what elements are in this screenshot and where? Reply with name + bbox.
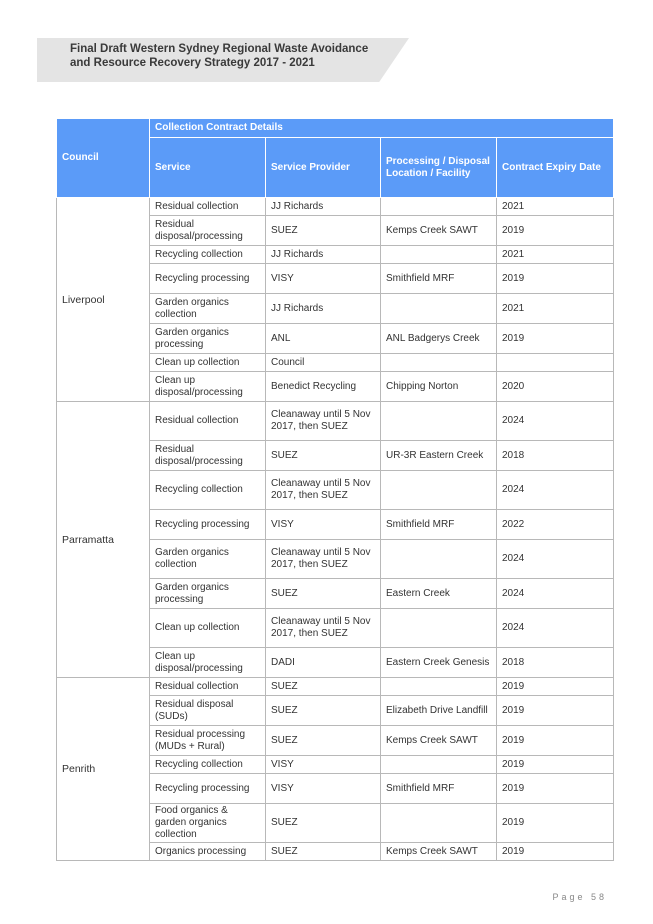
contract-expiry-cell: 2019 xyxy=(497,678,614,696)
service-cell: Recycling processing xyxy=(150,774,266,804)
service-provider-cell: SUEZ xyxy=(266,843,381,861)
contract-expiry-cell: 2024 xyxy=(497,540,614,579)
service-provider-cell: DADI xyxy=(266,648,381,678)
service-cell: Recycling collection xyxy=(150,246,266,264)
document-title: Final Draft Western Sydney Regional Waste Avoidance and Resource Recovery Strategy 2017 - 2021 xyxy=(70,43,369,69)
service-cell: Garden organics processing xyxy=(150,324,266,354)
service-provider-cell: VISY xyxy=(266,756,381,774)
service-provider-cell: ANL xyxy=(266,324,381,354)
processing-location-cell: Eastern Creek xyxy=(381,579,497,609)
processing-location-cell xyxy=(381,804,497,843)
contract-expiry-cell: 2018 xyxy=(497,441,614,471)
service-provider-cell: SUEZ xyxy=(266,579,381,609)
collection-contract-details-header: Collection Contract Details xyxy=(150,119,614,138)
service-provider-cell: SUEZ xyxy=(266,441,381,471)
processing-location-header: Processing / Disposal Location / Facility xyxy=(381,138,497,198)
service-header: Service xyxy=(150,138,266,198)
service-cell: Residual collection xyxy=(150,402,266,441)
service-provider-cell: SUEZ xyxy=(266,696,381,726)
service-provider-cell: SUEZ xyxy=(266,726,381,756)
service-cell: Residual collection xyxy=(150,678,266,696)
service-cell: Residual collection xyxy=(150,198,266,216)
service-provider-cell: VISY xyxy=(266,264,381,294)
processing-location-cell xyxy=(381,678,497,696)
contract-expiry-cell: 2019 xyxy=(497,216,614,246)
service-cell: Residual disposal/processing xyxy=(150,441,266,471)
service-provider-cell: Cleanaway until 5 Nov 2017, then SUEZ xyxy=(266,402,381,441)
service-provider-cell: Cleanaway until 5 Nov 2017, then SUEZ xyxy=(266,609,381,648)
contract-expiry-cell: 2019 xyxy=(497,774,614,804)
service-cell: Residual processing (MUDs + Rural) xyxy=(150,726,266,756)
processing-location-cell xyxy=(381,294,497,324)
council-cell: Penrith xyxy=(57,678,150,861)
contract-expiry-cell: 2024 xyxy=(497,471,614,510)
service-cell: Residual disposal/processing xyxy=(150,216,266,246)
processing-location-cell xyxy=(381,246,497,264)
processing-location-cell: Chipping Norton xyxy=(381,372,497,402)
service-provider-header: Service Provider xyxy=(266,138,381,198)
service-cell: Clean up collection xyxy=(150,354,266,372)
service-provider-cell: Cleanaway until 5 Nov 2017, then SUEZ xyxy=(266,471,381,510)
contract-expiry-cell: 2019 xyxy=(497,264,614,294)
council-cell: Liverpool xyxy=(57,198,150,402)
service-cell: Recycling processing xyxy=(150,510,266,540)
page-number: Page 58 xyxy=(552,892,607,902)
service-provider-cell: JJ Richards xyxy=(266,294,381,324)
service-provider-cell: JJ Richards xyxy=(266,198,381,216)
table-row xyxy=(57,402,614,441)
processing-location-cell: Smithfield MRF xyxy=(381,774,497,804)
processing-location-cell xyxy=(381,471,497,510)
contract-expiry-cell: 2019 xyxy=(497,696,614,726)
service-cell: Recycling processing xyxy=(150,264,266,294)
service-cell: Organics processing xyxy=(150,843,266,861)
processing-location-cell xyxy=(381,540,497,579)
service-cell: Clean up collection xyxy=(150,609,266,648)
service-provider-cell: Council xyxy=(266,354,381,372)
service-cell: Clean up disposal/processing xyxy=(150,648,266,678)
processing-location-cell xyxy=(381,198,497,216)
service-cell: Residual disposal (SUDs) xyxy=(150,696,266,726)
contract-expiry-cell: 2021 xyxy=(497,198,614,216)
contract-expiry-cell: 2024 xyxy=(497,402,614,441)
contract-expiry-cell: 2019 xyxy=(497,726,614,756)
processing-location-cell: ANL Badgerys Creek xyxy=(381,324,497,354)
contract-expiry-cell: 2020 xyxy=(497,372,614,402)
service-provider-cell: VISY xyxy=(266,510,381,540)
contract-expiry-cell: 2024 xyxy=(497,609,614,648)
contract-expiry-cell: 2021 xyxy=(497,294,614,324)
collection-contract-table xyxy=(56,118,614,861)
council-cell: Parramatta xyxy=(57,402,150,678)
table-row xyxy=(57,678,614,696)
service-provider-cell: Cleanaway until 5 Nov 2017, then SUEZ xyxy=(266,540,381,579)
processing-location-cell: Smithfield MRF xyxy=(381,264,497,294)
contract-expiry-cell: 2019 xyxy=(497,756,614,774)
processing-location-cell: Smithfield MRF xyxy=(381,510,497,540)
processing-location-cell xyxy=(381,402,497,441)
service-provider-cell: SUEZ xyxy=(266,216,381,246)
service-provider-cell: SUEZ xyxy=(266,804,381,843)
contract-expiry-header: Contract Expiry Date xyxy=(497,138,614,198)
processing-location-cell: UR-3R Eastern Creek xyxy=(381,441,497,471)
contract-expiry-cell xyxy=(497,354,614,372)
service-cell: Garden organics collection xyxy=(150,294,266,324)
contract-expiry-cell: 2019 xyxy=(497,843,614,861)
table-row xyxy=(57,198,614,216)
contract-expiry-cell: 2024 xyxy=(497,579,614,609)
contract-expiry-cell: 2019 xyxy=(497,324,614,354)
processing-location-cell xyxy=(381,354,497,372)
processing-location-cell xyxy=(381,609,497,648)
table-body xyxy=(57,198,614,861)
processing-location-cell: Elizabeth Drive Landfill xyxy=(381,696,497,726)
processing-location-cell: Eastern Creek Genesis xyxy=(381,648,497,678)
contract-expiry-cell: 2022 xyxy=(497,510,614,540)
processing-location-cell: Kemps Creek SAWT xyxy=(381,216,497,246)
service-provider-cell: VISY xyxy=(266,774,381,804)
service-cell: Garden organics processing xyxy=(150,579,266,609)
service-cell: Clean up disposal/processing xyxy=(150,372,266,402)
council-header: Council xyxy=(57,119,150,198)
service-cell: Recycling collection xyxy=(150,471,266,510)
service-cell: Recycling collection xyxy=(150,756,266,774)
service-provider-cell: Benedict Recycling xyxy=(266,372,381,402)
contract-expiry-cell: 2019 xyxy=(497,804,614,843)
processing-location-cell: Kemps Creek SAWT xyxy=(381,726,497,756)
service-cell: Garden organics collection xyxy=(150,540,266,579)
processing-location-cell: Kemps Creek SAWT xyxy=(381,843,497,861)
service-provider-cell: JJ Richards xyxy=(266,246,381,264)
service-provider-cell: SUEZ xyxy=(266,678,381,696)
processing-location-cell xyxy=(381,756,497,774)
contract-expiry-cell: 2018 xyxy=(497,648,614,678)
contract-expiry-cell: 2021 xyxy=(497,246,614,264)
service-cell: Food organics & garden organics collection xyxy=(150,804,266,843)
